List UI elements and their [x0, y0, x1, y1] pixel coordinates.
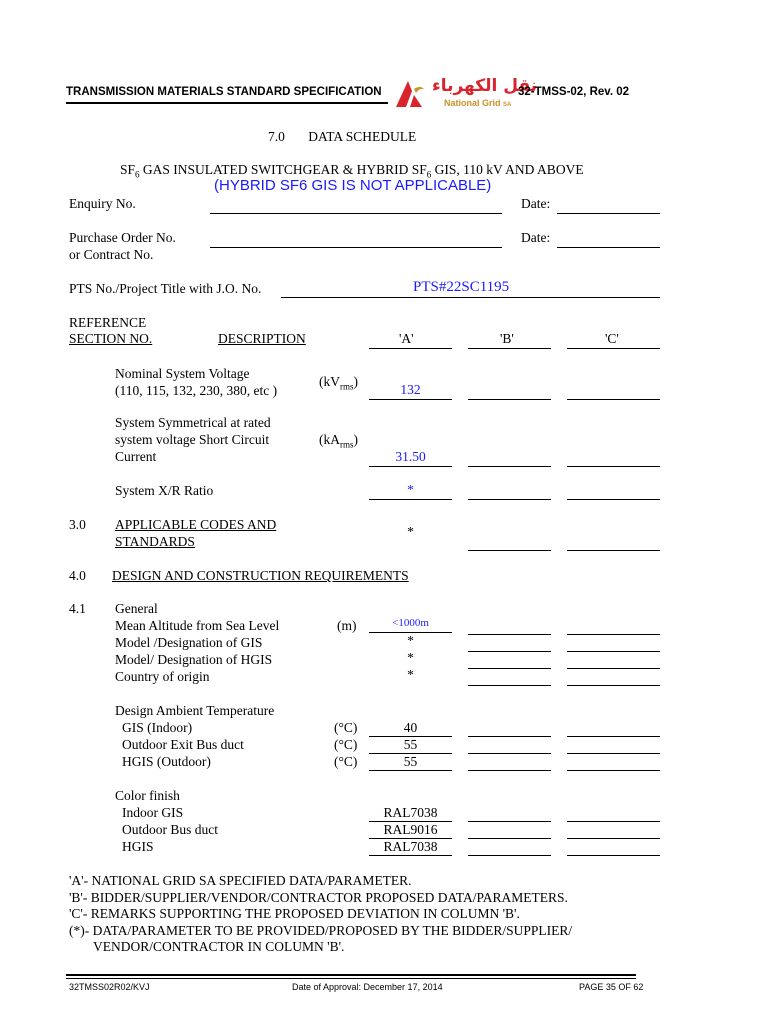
gis-indoor-value-a: 40: [403, 720, 418, 735]
sec3-number: 3.0: [69, 517, 86, 532]
bus-duct-unit: (°C): [334, 737, 358, 752]
hybrid-not-applicable-note: (HYBRID SF6 GIS IS NOT APPLICABLE): [214, 177, 492, 194]
footer-rule-top: [66, 974, 636, 976]
model-hgis-value-a: *: [407, 650, 414, 665]
section-heading: [268, 129, 416, 145]
sc-label-line1: System Symmetrical at rated: [115, 415, 271, 430]
bus-duct-value-a: 55: [403, 737, 418, 752]
sc-label-line3: Current: [115, 449, 157, 464]
altitude-line-c[interactable]: [567, 634, 660, 635]
origin-line-c[interactable]: [567, 685, 660, 686]
col-c-header: 'C': [605, 331, 619, 346]
footer-rule-bottom: [66, 978, 636, 979]
color-hgis-line-b[interactable]: [468, 855, 551, 856]
hgis-outdoor-line-a[interactable]: [369, 770, 452, 771]
national-grid-logo: [392, 76, 538, 112]
model-gis-label: Model /Designation of GIS: [115, 635, 263, 650]
sec3-line-c[interactable]: [567, 550, 660, 551]
po-date-label: Date:: [521, 230, 551, 245]
legend-star-line1: (*)- DATA/PARAMETER TO BE PROVIDED/PROPOSED BY THE BIDDER/SUPPLIER/: [69, 923, 573, 938]
gis-indoor-label: GIS (Indoor): [122, 720, 193, 735]
origin-line-b[interactable]: [468, 685, 551, 686]
footer-page-number: PAGE 35 OF 62: [579, 982, 644, 992]
po-date-line[interactable]: [557, 247, 660, 248]
xr-value-a: *: [407, 482, 414, 497]
spec-title: TRANSMISSION MATERIALS STANDARD SPECIFICATION: [66, 86, 382, 98]
sec3-value-a: *: [407, 524, 414, 539]
color-hgis-line-c[interactable]: [567, 855, 660, 856]
xr-line-c[interactable]: [567, 499, 660, 500]
color-indoor-line-c[interactable]: [567, 821, 660, 822]
color-bus-line-b[interactable]: [468, 838, 551, 839]
sec4-number: 4.0: [69, 568, 86, 583]
color-indoor-value-a: RAL7038: [383, 805, 438, 820]
model-gis-line-c[interactable]: [567, 651, 660, 652]
sc-label-line2: system voltage Short Circuit: [115, 432, 270, 447]
color-heading: Color finish: [115, 788, 180, 803]
model-gis-line-b[interactable]: [468, 651, 551, 652]
color-hgis-value-a: RAL7038: [383, 839, 438, 854]
bus-duct-line-c[interactable]: [567, 753, 660, 754]
color-hgis-label: HGIS: [122, 839, 154, 854]
legend-star-line2: VENDOR/CONTRACTOR IN COLUMN 'B'.: [93, 939, 345, 954]
col-a-header: 'A': [399, 331, 414, 346]
col-a-header-rule: [369, 348, 452, 349]
altitude-line-b[interactable]: [468, 634, 551, 635]
voltage-line-b[interactable]: [468, 399, 551, 400]
sc-unit: $(kA_{rms})$: [319, 432, 358, 450]
logo-mark-icon: [392, 77, 426, 111]
sc-value-a: 31.50: [395, 449, 426, 464]
color-indoor-label: Indoor GIS: [122, 805, 184, 820]
po-label-line1: Purchase Order No.: [69, 230, 176, 245]
sec3-title-line2: STANDARDS: [115, 534, 195, 549]
hgis-outdoor-unit: (°C): [334, 754, 358, 769]
xr-line-b[interactable]: [468, 499, 551, 500]
sec3-title-line1: APPLICABLE CODES AND: [115, 517, 277, 532]
altitude-unit: (m): [337, 618, 357, 633]
enquiry-label: Enquiry No.: [69, 196, 136, 211]
voltage-line-c[interactable]: [567, 399, 660, 400]
hgis-outdoor-line-b[interactable]: [468, 770, 551, 771]
origin-value-a: *: [407, 667, 414, 682]
sec3-line-b[interactable]: [468, 550, 551, 551]
sec4-title: DESIGN AND CONSTRUCTION REQUIREMENTS: [112, 568, 409, 583]
ref-header-line1: REFERENCE: [69, 315, 147, 330]
po-input-line[interactable]: [210, 247, 502, 248]
model-hgis-line-c[interactable]: [567, 668, 660, 669]
col-b-header-rule: [468, 348, 551, 349]
enquiry-date-label: Date:: [521, 196, 551, 211]
sf6-title: $SF_6$ GAS INSULATED SWITCHGEAR & HYBRID $SF_6$ GIS, 110 kV AND ABOVE: [120, 162, 584, 180]
doc-number: 32-TMSS-02, Rev. 02: [518, 86, 630, 98]
model-hgis-line-b[interactable]: [468, 668, 551, 669]
pts-input-line[interactable]: [281, 297, 660, 298]
pts-value: PTS#22SC1195: [413, 279, 510, 295]
sc-line-a[interactable]: [369, 466, 452, 467]
gis-indoor-line-b[interactable]: [468, 736, 551, 737]
footer-approval-date: Date of Approval: December 17, 2014: [292, 982, 443, 992]
model-gis-value-a: *: [407, 633, 414, 648]
logo-english: National Grid SA: [444, 98, 512, 108]
pts-label: PTS No./Project Title with J.O. No.: [69, 281, 262, 296]
voltage-label-line1: Nominal System Voltage: [115, 366, 250, 381]
sc-line-b[interactable]: [468, 466, 551, 467]
temp-heading: Design Ambient Temperature: [115, 703, 275, 718]
hgis-outdoor-line-c[interactable]: [567, 770, 660, 771]
col-b-header: 'B': [500, 331, 514, 346]
origin-label: Country of origin: [115, 669, 210, 684]
legend-c: 'C'- REMARKS SUPPORTING THE PROPOSED DEVIATION IN COLUMN 'B'.: [69, 906, 520, 921]
header-rule: [66, 102, 388, 104]
sec41-number: 4.1: [69, 601, 86, 616]
color-bus-value-a: RAL9016: [383, 822, 438, 837]
section-number: 7.0: [268, 129, 285, 144]
voltage-value-a: 132: [400, 382, 421, 397]
hgis-outdoor-value-a: 55: [403, 754, 418, 769]
xr-label: System X/R Ratio: [115, 483, 214, 498]
voltage-label-line2: (110, 115, 132, 230, 380, etc ): [115, 383, 278, 398]
hgis-outdoor-label: HGIS (Outdoor): [122, 754, 211, 769]
model-hgis-label: Model/ Designation of HGIS: [115, 652, 273, 667]
enquiry-input-line[interactable]: [210, 213, 502, 214]
footer-doc-ref: 32TMSS02R02/KVJ: [69, 982, 150, 992]
enquiry-date-line[interactable]: [557, 213, 660, 214]
general-heading: General: [115, 601, 158, 616]
color-bus-line-c[interactable]: [567, 838, 660, 839]
legend-b: 'B'- BIDDER/SUPPLIER/VENDOR/CONTRACTOR PROPOSED DATA/PARAMETERS.: [69, 890, 568, 905]
col-c-header-rule: [567, 348, 660, 349]
bus-duct-label: Outdoor Exit Bus duct: [122, 737, 244, 752]
voltage-unit: $(kV_{rms})$: [319, 374, 358, 392]
color-hgis-line-a[interactable]: [369, 855, 452, 856]
bus-duct-line-b[interactable]: [468, 753, 551, 754]
color-indoor-line-b[interactable]: [468, 821, 551, 822]
color-bus-label: Outdoor Bus duct: [122, 822, 218, 837]
sc-line-c[interactable]: [567, 466, 660, 467]
voltage-line-a[interactable]: [369, 399, 452, 400]
altitude-value-a: <1000m: [392, 617, 429, 629]
gis-indoor-line-c[interactable]: [567, 736, 660, 737]
logo-arabic: نقل الكهرباء: [432, 76, 538, 96]
legend-a: 'A'- NATIONAL GRID SA SPECIFIED DATA/PARAMETER.: [69, 873, 412, 888]
description-header: DESCRIPTION: [218, 331, 306, 346]
po-label-line2: or Contract No.: [69, 247, 154, 262]
gis-indoor-unit: (°C): [334, 720, 358, 735]
section-title: DATA SCHEDULE: [308, 129, 417, 144]
xr-line-a[interactable]: [369, 499, 452, 500]
ref-header-line2: SECTION NO.: [69, 331, 153, 346]
altitude-label: Mean Altitude from Sea Level: [115, 618, 280, 633]
